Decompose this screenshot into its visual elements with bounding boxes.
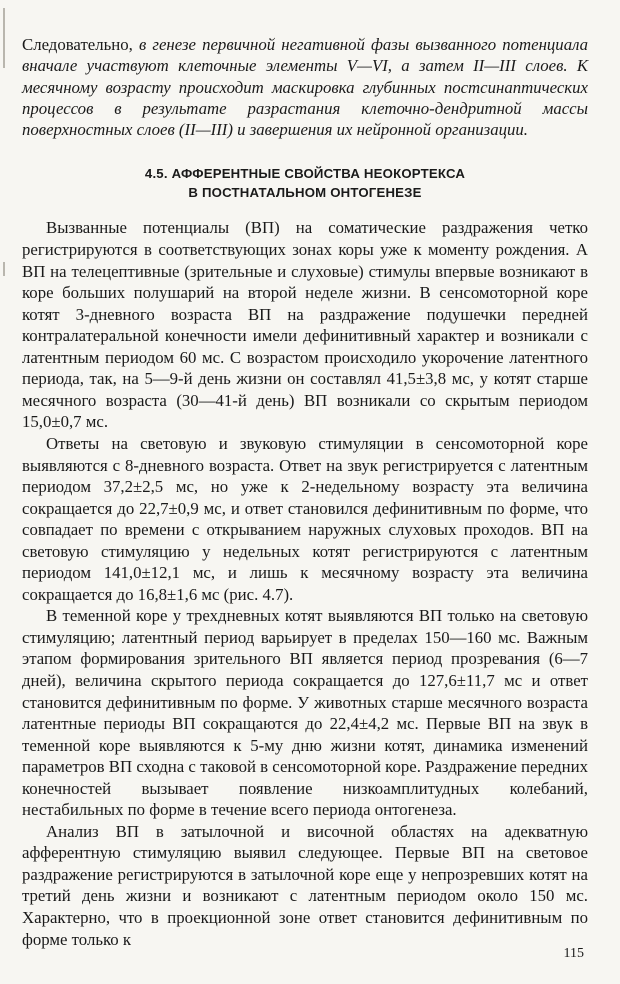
intro-paragraph — [22, 34, 588, 140]
section-body — [22, 217, 588, 950]
intro-italic-text: в генезе первичной негативной фазы вызванного потенциала вначале участвуют клеточные элементы V—VI, а затем II—III слоев. К месячному возрасту происходит маскировка глубинных постсинаптических процессов в результате разрастания клеточно-дендритной массы поверхностных слоев (II—III) и завершения их нейронной организации. — [22, 35, 588, 140]
body-paragraph-2: Ответы на световую и звуковую стимуляции в сенсомоторной коре выявляются с 8-дневного возраста. Ответ на звук регистрируется с латентным периодом 37,2±2,5 мс, но уже к 2-недельному возрасту эта величина сокращается до 22,7±0,9 мс, и ответ становился дефинитивным по форме, что совпадает по времени с открыванием наружных слуховых проходов. ВП на световую стимуляцию у недельных котят регистрируются с латентным периодом 141,0±12,1 мс, и лишь к месячному возрасту эта величина сокращается до 16,8±1,6 мс (рис. 4.7). — [22, 433, 588, 604]
document-page — [22, 34, 588, 974]
scan-edge-mark-top — [3, 8, 5, 68]
section-title-line2: В ПОСТНАТАЛЬНОМ ОНТОГЕНЕЗЕ — [188, 185, 422, 201]
section-heading — [22, 164, 588, 202]
section-title-line1: 4.5. АФФЕРЕНТНЫЕ СВОЙСТВА НЕОКОРТЕКСА — [144, 166, 466, 182]
body-paragraph-1: Вызванные потенциалы (ВП) на соматические раздражения четко регистрируются в соответствующих зонах коры уже к моменту рождения. А ВП на телецептивные (зрительные и слуховые) стимулы впервые возникают в коре больших полушарий на второй неделе жизни. В сенсомоторной коре котят 3-дневного возраста ВП на раздражение подушечки передней контралатеральной конечности имели дефинитивный характер и возникали с латентным периодом 60 мс. С возрастом происходило укорочение латентного периода, так, на 5—9-й день жизни он составлял 41,5±3,8 мс, у котят старше месячного возраста (30—41-й день) ВП возникали со скрытым периодом 15,0±0,7 мс. — [22, 218, 588, 432]
page-number: 115 — [563, 946, 584, 961]
body-paragraph-3: В теменной коре у трехдневных котят выявляются ВП только на световую стимуляцию; латентный период варьирует в пределах 150—160 мс. Важным этапом формирования зрительного ВП является период прозревания (6—7 дней), величина скрытого периода сокращается до 127,6±11,7 мс и ответ становится дефинитивным по форме. У животных старше месячного возраста латентные периоды ВП сокращаются до 22,4±4,2 мс. Первые ВП на звук в теменной коре выявляются к 5-му дню жизни котят, динамика изменений параметров ВП сходна с таковой в сенсомоторной коре. Раздражение передних конечностей вызывает появление низкоамплитудных колебаний, нестабильных по форме в течение всего периода онтогенеза. — [22, 606, 588, 820]
body-paragraph-4: Анализ ВП в затылочной и височной областях на адекватную афферентную стимуляцию выявил следующее. Первые ВП на световое раздражение регистрируются в затылочной коре еще у непрозревших котят на третий день жизни и возникают с латентным периодом около 150 мс. Характерно, что в проекционной зоне ответ становится дефинитивным по форме только к — [22, 821, 588, 949]
intro-lead: Следовательно, — [22, 35, 139, 54]
scan-edge-mark-mid — [3, 262, 5, 276]
